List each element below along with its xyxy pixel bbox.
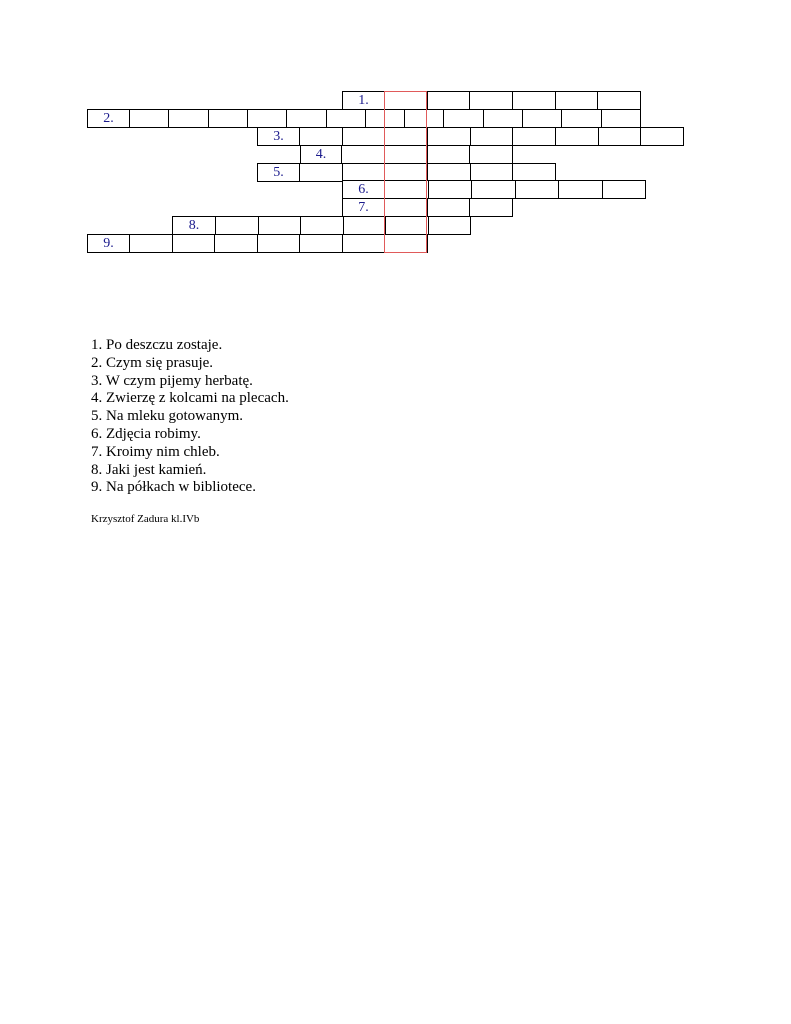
answer-cell[interactable] [384, 127, 428, 146]
answer-cell[interactable] [129, 234, 173, 253]
clue-item: 1. Po deszczu zostaje. [91, 337, 223, 353]
clue-item: 9. Na półkach w bibliotece. [91, 479, 256, 496]
answer-cell[interactable] [602, 180, 646, 199]
answer-cell[interactable] [365, 109, 405, 128]
answer-cell[interactable] [326, 109, 366, 128]
answer-cell[interactable] [561, 109, 602, 128]
answer-cell[interactable] [342, 127, 385, 146]
answer-cell[interactable] [342, 234, 385, 253]
answer-cell[interactable] [299, 163, 343, 182]
answer-cell[interactable] [385, 216, 429, 235]
clue-item: 8. Jaki jest kamień. [91, 461, 207, 478]
answer-cell[interactable] [640, 127, 684, 146]
answer-cell[interactable] [247, 109, 287, 128]
answer-cell[interactable] [300, 216, 344, 235]
answer-cell[interactable] [427, 145, 470, 164]
answer-cell[interactable] [214, 234, 258, 253]
answer-cell[interactable] [555, 91, 598, 110]
answer-cell[interactable] [469, 198, 513, 217]
clue-number-2: 2. [87, 109, 130, 128]
answer-cell[interactable] [384, 180, 429, 199]
crossword-grid [0, 0, 791, 300]
answer-cell[interactable] [483, 109, 523, 128]
answer-cell[interactable] [427, 127, 471, 146]
answer-cell[interactable] [522, 109, 562, 128]
answer-cell[interactable] [384, 234, 428, 253]
answer-cell[interactable] [168, 109, 209, 128]
clue-number-3: 3. [257, 127, 300, 146]
clue-number-4: 4. [300, 145, 342, 164]
clue-number-6: 6. [342, 180, 385, 199]
answer-cell[interactable] [428, 216, 471, 235]
clue-item: 7. Kroimy nim chleb. [91, 443, 220, 460]
clue-item: 3. W czym pijemy herbatę. [91, 372, 253, 389]
clue-item: 5. Na mleku gotowanym. [91, 408, 244, 425]
answer-cell[interactable] [404, 109, 444, 128]
answer-cell[interactable] [555, 127, 599, 146]
answer-cell[interactable] [215, 216, 259, 235]
answer-cell[interactable] [258, 216, 301, 235]
answer-cell[interactable] [469, 91, 513, 110]
author-signature: Krzysztof Zadura kl.IVb [91, 513, 200, 525]
answer-cell[interactable] [129, 109, 169, 128]
answer-cell[interactable] [470, 127, 513, 146]
clue-number-1: 1. [342, 91, 385, 110]
clue-number-8: 8. [172, 216, 216, 235]
answer-cell[interactable] [597, 91, 641, 110]
clue-item: 4. Zwierzę z kolcami na plecach. [91, 390, 289, 407]
answer-cell[interactable] [208, 109, 248, 128]
clue-number-7: 7. [342, 198, 385, 217]
answer-cell[interactable] [384, 91, 428, 110]
answer-cell[interactable] [172, 234, 215, 253]
answer-cell[interactable] [443, 109, 484, 128]
answer-cell[interactable] [601, 109, 641, 128]
answer-cell[interactable] [515, 180, 559, 199]
answer-cell[interactable] [341, 145, 385, 164]
clue-list [91, 337, 289, 497]
answer-cell[interactable] [257, 234, 300, 253]
answer-cell[interactable] [512, 91, 556, 110]
answer-cell[interactable] [286, 109, 327, 128]
answer-cell[interactable] [471, 180, 516, 199]
clue-item: 2. Czym się prasuje. [91, 354, 214, 371]
answer-cell[interactable] [469, 145, 513, 164]
answer-cell[interactable] [384, 145, 428, 164]
answer-cell[interactable] [558, 180, 603, 199]
answer-cell[interactable] [598, 127, 641, 146]
clue-number-5: 5. [257, 163, 300, 182]
answer-cell[interactable] [384, 198, 428, 217]
answer-cell[interactable] [299, 234, 343, 253]
answer-cell[interactable] [512, 127, 556, 146]
answer-cell[interactable] [427, 91, 470, 110]
clue-item: 6. Zdjęcia robimy. [91, 425, 201, 442]
answer-cell[interactable] [427, 198, 470, 217]
answer-cell[interactable] [343, 216, 386, 235]
answer-cell[interactable] [428, 180, 472, 199]
clue-number-9: 9. [87, 234, 130, 253]
answer-cell[interactable] [299, 127, 343, 146]
